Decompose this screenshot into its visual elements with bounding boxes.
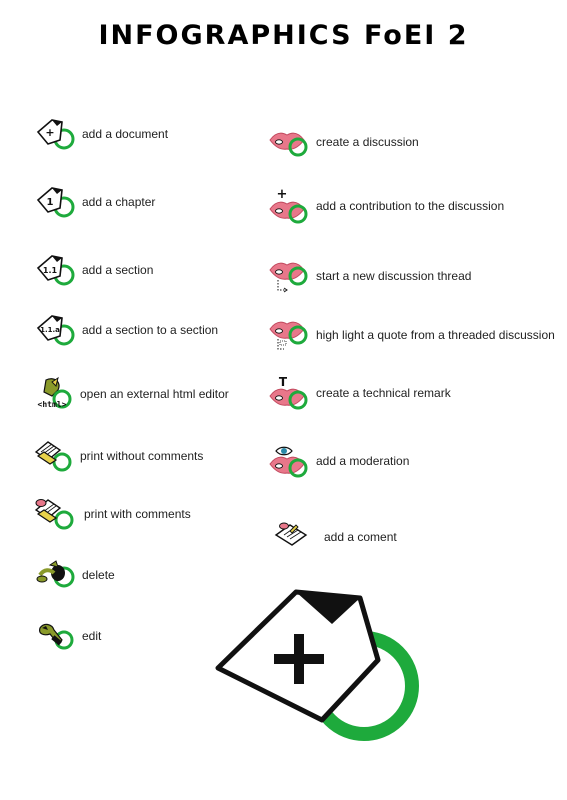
legend-item-create-discussion — [268, 122, 419, 162]
legend-item-new-thread — [268, 256, 471, 296]
print-comments-icon — [32, 494, 76, 534]
item-label: print without comments — [80, 449, 204, 463]
item-label: edit — [82, 629, 102, 643]
item-label: add a section — [82, 263, 154, 277]
item-label: add a document — [82, 127, 169, 141]
item-label: start a new discussion thread — [316, 269, 472, 283]
legend-item-print — [32, 436, 203, 476]
legend-item-moderation — [268, 441, 409, 481]
legend-item-add-section — [34, 250, 153, 290]
document-section-icon — [34, 250, 78, 290]
icon-badge: 1.1 — [42, 266, 58, 275]
lips-plus-icon — [268, 186, 312, 226]
icon-badge: <html> — [37, 400, 67, 409]
item-label: delete — [82, 568, 115, 582]
item-label: add a contribution to the discussion — [316, 199, 505, 213]
legend-item-add-document — [34, 114, 168, 154]
item-label: create a technical remark — [316, 386, 451, 400]
legend-item-html-editor — [32, 374, 229, 414]
legend-item-technical-remark — [268, 373, 451, 413]
html-editor-icon — [32, 374, 76, 414]
item-label: add a chapter — [82, 195, 156, 209]
lips-technical-icon — [268, 373, 312, 413]
lips-icon — [268, 122, 312, 162]
item-label: add a coment — [324, 530, 397, 544]
item-label: add a moderation — [316, 454, 410, 468]
item-label: print with comments — [84, 507, 191, 521]
legend-item-edit — [34, 616, 101, 656]
legend-item-add-comment — [272, 517, 397, 557]
legend-item-add-subsection — [34, 310, 218, 350]
item-label: add a section to a section — [82, 323, 219, 337]
large-document-plus-icon — [214, 588, 426, 748]
print-icon — [32, 436, 76, 476]
lips-quote-icon — [268, 315, 312, 355]
icon-badge: 1.1.a — [40, 326, 60, 334]
legend-item-print-comments — [32, 494, 191, 534]
item-label: create a discussion — [316, 135, 419, 149]
lips-eye-icon — [268, 441, 312, 481]
legend-item-add-chapter — [34, 182, 155, 222]
icon-badge: 1 — [46, 197, 54, 208]
legend-item-delete — [34, 555, 115, 595]
lips-thread-icon — [268, 256, 312, 296]
item-label: open an external html editor — [80, 387, 229, 401]
comment-icon — [272, 517, 316, 557]
document-plus-icon — [34, 114, 78, 154]
document-chapter-icon — [34, 182, 78, 222]
icon-badge: + — [276, 187, 288, 202]
legend-item-highlight-quote — [268, 315, 555, 355]
legend-item-add-contribution — [268, 186, 504, 226]
edit-wrench-icon — [34, 616, 78, 656]
document-subsection-icon — [34, 310, 78, 350]
page-title: INFOGRAPHICS FoEI 2 — [98, 20, 469, 51]
icon-badge: T — [278, 375, 288, 389]
icon-badge: + — [45, 126, 55, 139]
item-label: high light a quote from a threaded discussion — [316, 328, 555, 342]
delete-icon — [34, 555, 78, 595]
